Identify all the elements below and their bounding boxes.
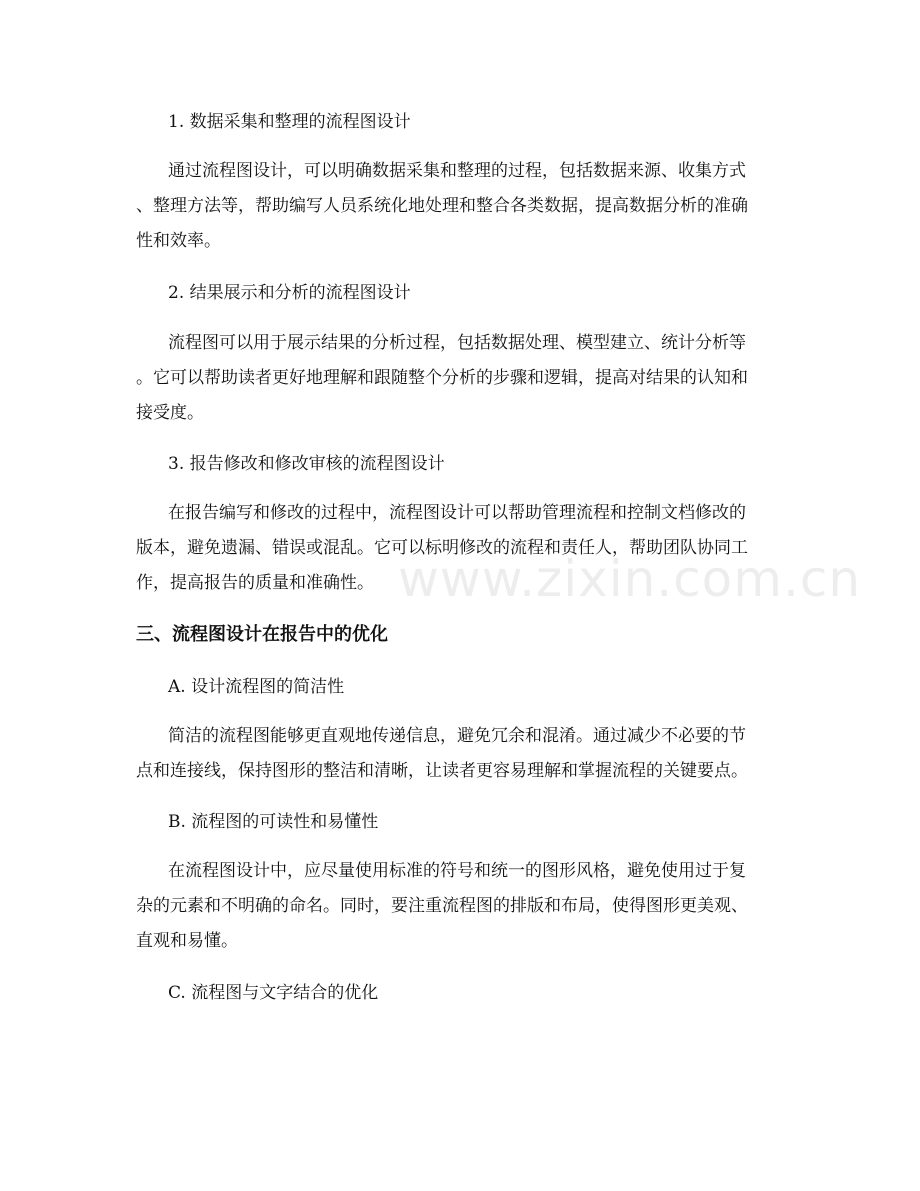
subheading-b: B. 流程图的可读性和易懂性 [168, 812, 379, 832]
subheading-c: C. 流程图与文字结合的优化 [168, 983, 379, 1003]
paragraph-b-line-3: 直观和易懂。 [136, 931, 238, 951]
subheading-3: 3. 报告修改和修改审核的流程图设计 [168, 454, 445, 474]
paragraph-b-line-2: 杂的元素和不明确的命名。同时，要注重流程图的排版和布局，使得图形更美观、 [136, 896, 748, 916]
watermark: www.zixin.com.cn [398, 550, 862, 608]
paragraph-1-line-2: 、整理方法等，帮助编写人员系统化地处理和整合各类数据，提高数据分析的准确 [136, 196, 748, 216]
paragraph-a-line-1: 简洁的流程图能够更直观地传递信息，避免冗余和混淆。通过减少不必要的节 [168, 726, 746, 746]
paragraph-2-line-2: 。它可以帮助读者更好地理解和跟随整个分析的步骤和逻辑，提高对结果的认知和 [136, 368, 748, 388]
paragraph-2-line-3: 接受度。 [136, 403, 204, 423]
paragraph-a-line-2: 点和连接线，保持图形的整洁和清晰，让读者更容易理解和掌握流程的关键要点。 [136, 761, 748, 781]
subheading-1: 1. 数据采集和整理的流程图设计 [168, 112, 411, 132]
paragraph-2-line-1: 流程图可以用于展示结果的分析过程，包括数据处理、模型建立、统计分析等 [168, 333, 746, 353]
paragraph-1-line-3: 性和效率。 [136, 231, 221, 251]
subheading-a: A. 设计流程图的简洁性 [168, 677, 345, 697]
subheading-2: 2. 结果展示和分析的流程图设计 [168, 283, 411, 303]
section-heading-3: 三、流程图设计在报告中的优化 [136, 624, 388, 645]
paragraph-3-line-1: 在报告编写和修改的过程中，流程图设计可以帮助管理流程和控制文档修改的 [168, 503, 746, 523]
paragraph-1-line-1: 通过流程图设计，可以明确数据采集和整理的过程，包括数据来源、收集方式 [168, 161, 746, 181]
paragraph-b-line-1: 在流程图设计中，应尽量使用标准的符号和统一的图形风格，避免使用过于复 [168, 861, 746, 881]
paragraph-3-line-3: 作，提高报告的质量和准确性。 [136, 573, 374, 593]
paragraph-3-line-2: 版本，避免遗漏、错误或混乱。它可以标明修改的流程和责任人，帮助团队协同工 [136, 538, 748, 558]
